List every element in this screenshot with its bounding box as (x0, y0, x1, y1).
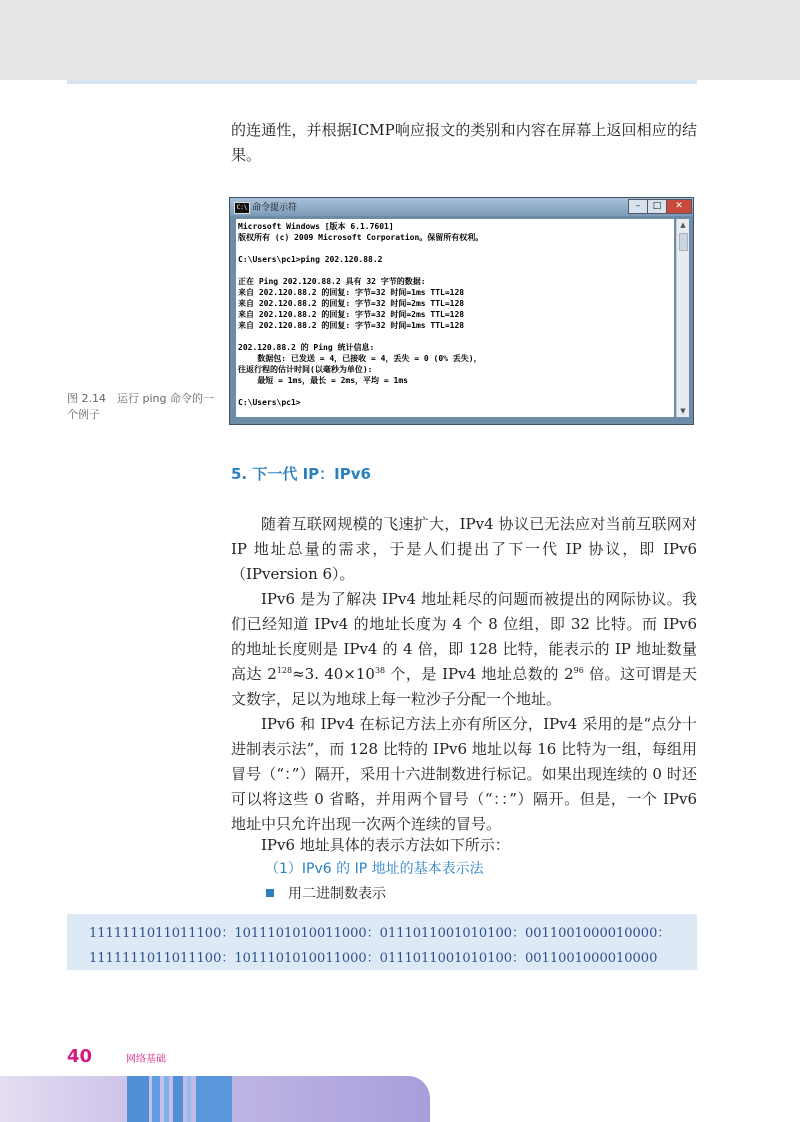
footer-stripe (127, 1076, 149, 1122)
console-output (236, 219, 674, 417)
console-line: 版权所有 (c) 2009 Microsoft Corporation。保留所有权利。 (238, 233, 484, 242)
console-line: 往返行程的估计时间(以毫秒为单位): (238, 365, 373, 374)
command-prompt-window (229, 197, 694, 425)
running-title: 网络基础 (126, 1054, 166, 1065)
header-rule (67, 80, 697, 84)
paragraph-4: IPv6 地址具体的表示方法如下所示： (261, 836, 510, 854)
console-lines (238, 221, 483, 408)
console-line: 来自 202.120.88.2 的回复: 字节=32 时间=2ms TTL=128 (238, 310, 465, 319)
paragraph-2-text-c: 个，是 IPv4 地址总数的 2 (385, 665, 574, 683)
console-line: Microsoft Windows [版本 6.1.7601] (238, 222, 394, 231)
footer-stripe (152, 1076, 160, 1122)
paragraph-2-text-a: IPv6 是为了解决 IPv4 地址耗尽的问题而被提出的网际协议。我们已经知道 IPv4 的地址长度为 4 个 8 位组，即 32 比特。而 IPv6 的地址长度则是 IPv4 的 4 倍，即 128 比特，能表示的 IP 地址数量高达 2 (231, 590, 697, 683)
superscript-38: 38 (374, 666, 386, 675)
console-line: 202.120.88.2 的 Ping 统计信息: (238, 343, 375, 352)
close-button[interactable]: ✕ (666, 199, 692, 214)
console-icon: C:\ (234, 202, 250, 214)
paragraph-1: 随着互联网规模的飞速扩大，IPv4 协议已无法应对当前互联网对 IP 地址总量的需求，于是人们提出了下一代 IP 协议，即 IPv6（IPversion 6）。 (231, 515, 697, 583)
paragraph-2-text-d: 倍。这可谓是天文数字，足以为地球上每一粒沙子分配一个地址。 (231, 665, 698, 708)
vertical-scrollbar[interactable] (676, 219, 689, 417)
footer-stripe (196, 1076, 232, 1122)
bullet-item (266, 883, 386, 903)
scroll-down-icon[interactable]: ▼ (680, 407, 686, 415)
page-number: 40 (67, 1046, 93, 1067)
scroll-up-icon[interactable]: ▲ (680, 221, 686, 229)
footer-stripe (164, 1076, 169, 1122)
bullet-text: 用二进制数表示 (288, 886, 386, 902)
window-titlebar (230, 198, 693, 216)
console-line: C:\Users\pc1> (238, 398, 301, 407)
console-line (238, 265, 483, 276)
console-line (238, 386, 483, 397)
paragraph-2-text-b: ≈3. 40×10 (292, 665, 375, 683)
paragraph-2 (231, 587, 697, 712)
console-line: 正在 Ping 202.120.88.2 具有 32 字节的数据: (238, 277, 426, 286)
console-line (238, 331, 483, 342)
scrollbar-thumb[interactable] (679, 233, 688, 251)
footer-stripe (173, 1076, 183, 1122)
footer-stripe (187, 1076, 191, 1122)
maximize-button[interactable]: □ (647, 199, 667, 214)
figure-caption: 图 2.14 运行 ping 命令的一个例子 (67, 392, 214, 421)
paragraph-3: IPv6 和 IPv4 在标记方法上亦有所区分，IPv4 采用的是“点分十进制表示法”，而 128 比特的 IPv6 地址以每 16 比特为一组，每组用冒号（“：”）隔开，采用十六进制数进行标记。如果出现连续的 0 时还可以将这些 0 省略，并用两个冒号（“：：”）隔开。但是，一个 IPv6 地址中只允许出现一次两个连续的冒号。 (231, 715, 697, 833)
binary-line-2: 1111111011011100：1011101010011000：0111011001010100：0011001000010000 (89, 951, 658, 966)
intro-paragraph: 的连通性，并根据ICMP响应报文的类别和内容在屏幕上返回相应的结果。 (231, 121, 697, 164)
header-band (0, 0, 800, 80)
square-bullet-icon (266, 889, 274, 897)
minimize-button[interactable]: – (628, 199, 648, 214)
superscript-128: 128 (276, 666, 293, 675)
binary-line-1: 1111111011011100：1011101010011000：0111011001010100：0011001000010000： (89, 926, 671, 941)
console-line: 数据包: 已发送 = 4，已接收 = 4，丢失 = 0 (0% 丢失)， (238, 354, 482, 363)
console-line: 来自 202.120.88.2 的回复: 字节=32 时间=1ms TTL=128 (238, 288, 465, 297)
section-heading: 5. 下一代 IP：IPv6 (231, 465, 371, 483)
superscript-96: 96 (573, 666, 584, 675)
console-line: 最短 = 1ms，最长 = 2ms，平均 = 1ms (238, 376, 408, 385)
console-line: C:\Users\pc1>ping 202.120.88.2 (238, 255, 383, 264)
console-line: 来自 202.120.88.2 的回复: 字节=32 时间=2ms TTL=128 (238, 299, 465, 308)
console-line: 来自 202.120.88.2 的回复: 字节=32 时间=1ms TTL=128 (238, 321, 465, 330)
window-title: 命令提示符 (252, 203, 298, 213)
binary-address-box (67, 914, 697, 970)
console-line (238, 243, 483, 254)
subheading: （1）IPv6 的 IP 地址的基本表示法 (265, 861, 484, 877)
